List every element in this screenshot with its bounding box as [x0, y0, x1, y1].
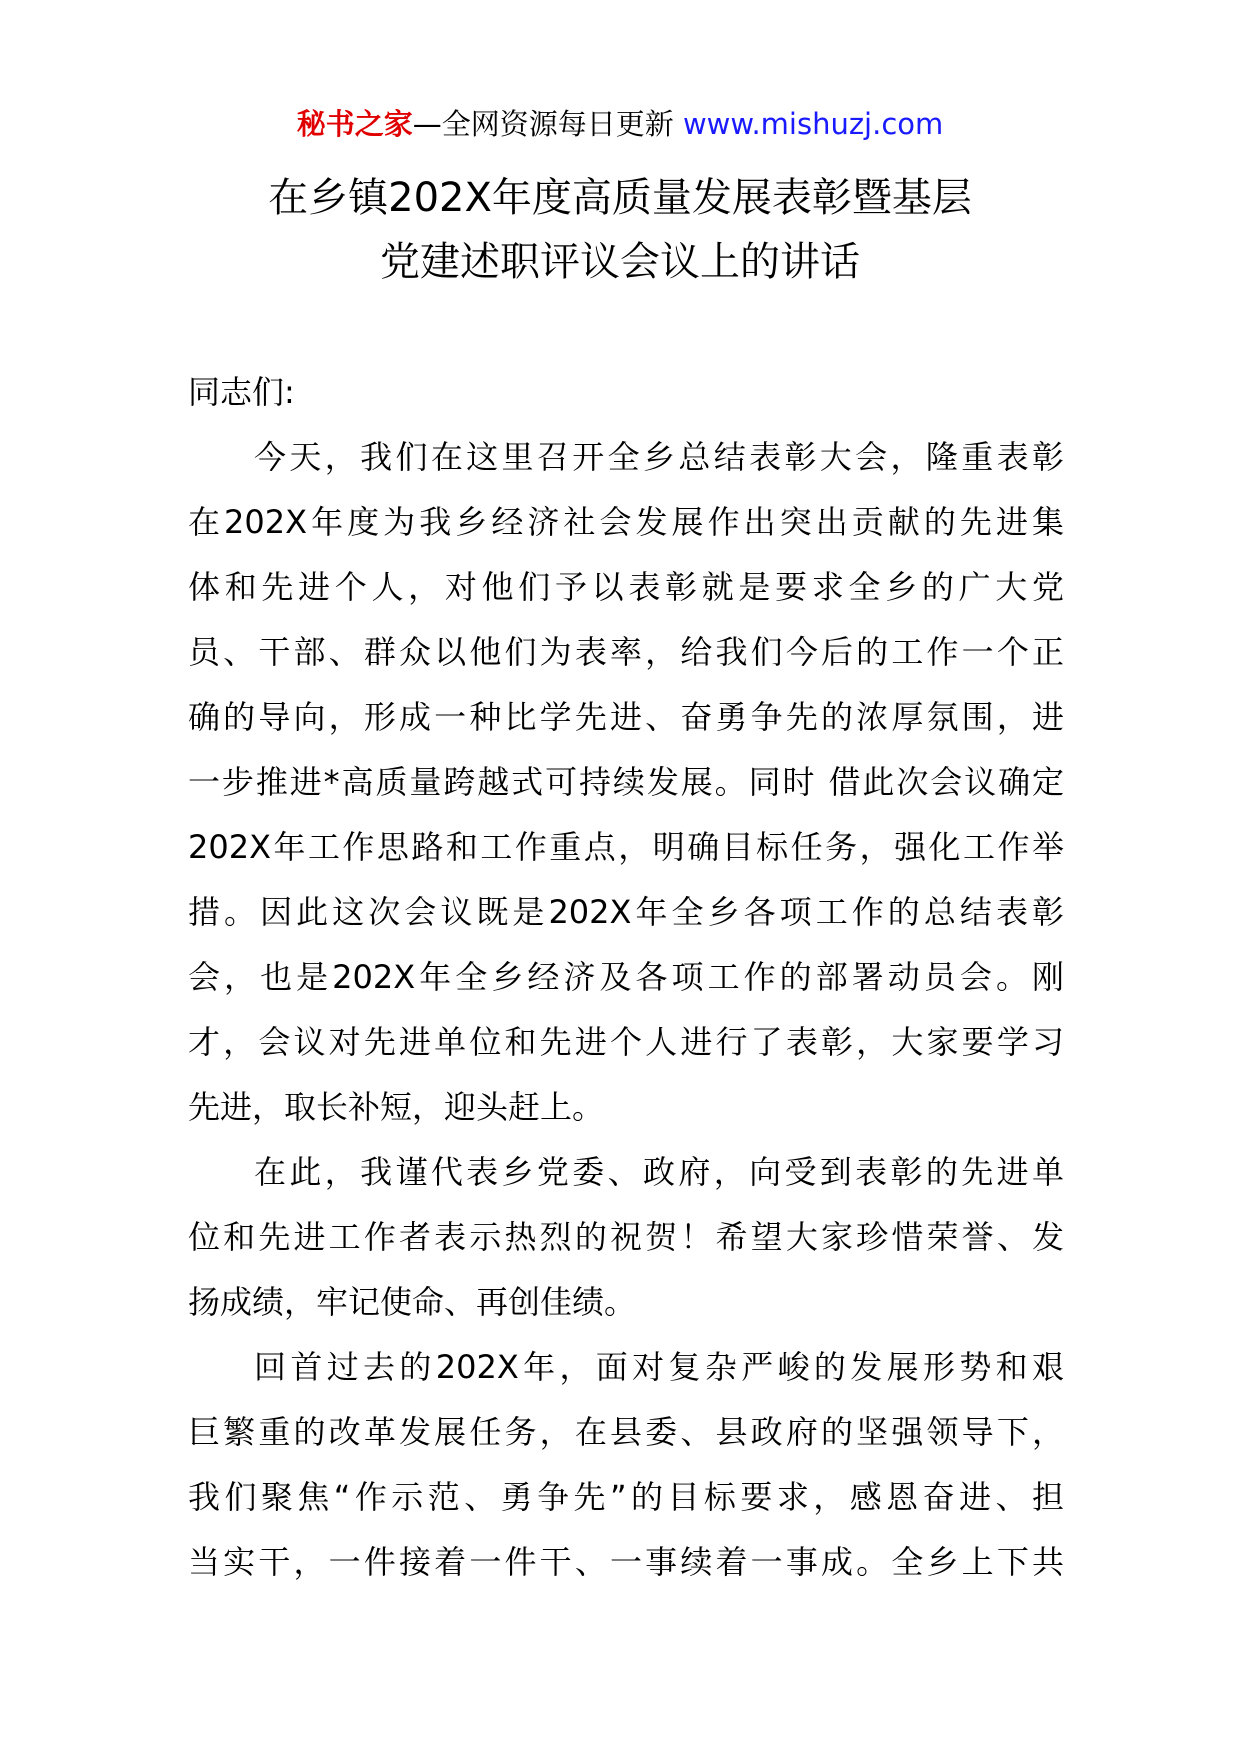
paragraph-line: 我们聚焦“作示范、勇争先”的目标要求，感恩奋进、担: [188, 1478, 1064, 1516]
paragraph-line: 先进，取长补短，迎头赶上。: [188, 1088, 605, 1126]
document-title: [0, 166, 1240, 294]
paragraph-line: 位和先进工作者表示热烈的祝贺！希望大家珍惜荣誉、发: [188, 1218, 1064, 1256]
paragraph-line: 扬成绩，牢记使命、再创佳绩。: [188, 1283, 637, 1321]
paragraph-line: 才，会议对先进单位和先进个人进行了表彰，大家要学习: [188, 1023, 1064, 1061]
paragraph-line: 在此，我谨代表乡党委、政府，向受到表彰的先进单: [254, 1153, 1064, 1191]
title-line-2: 党建述职评议会议上的讲话: [380, 239, 860, 285]
paragraph-line: 体和先进个人，对他们予以表彰就是要求全乡的广大党: [188, 568, 1064, 606]
paragraph-line: 在202X年度为我乡经济社会发展作出突出贡献的先进集: [188, 503, 1064, 541]
paragraph-line: 措。因此这次会议既是202X年全乡各项工作的总结表彰: [188, 893, 1064, 931]
paragraph-line: 当实干，一件接着一件干、一事续着一事成。全乡上下共: [188, 1543, 1064, 1581]
paragraph-line: 今天，我们在这里召开全乡总结表彰大会，隆重表彰: [254, 438, 1064, 476]
paragraph-line: 巨繁重的改革发展任务，在县委、县政府的坚强领导下，: [188, 1413, 1064, 1451]
paragraph-line: 会，也是202X年全乡经济及各项工作的部署动员会。刚: [188, 958, 1064, 996]
brand-name: 秘书之家: [296, 107, 413, 141]
paragraph-line: 回首过去的202X年，面对复杂严峻的发展形势和艰: [254, 1348, 1064, 1386]
paragraph-line: 员、干部、群众以他们为表率，给我们今后的工作一个正: [188, 633, 1064, 671]
header-slogan: —全网资源每日更新: [412, 107, 674, 141]
paragraph-line: 确的导向，形成一种比学先进、奋勇争先的浓厚氛围，进: [188, 698, 1064, 736]
speech-body: [188, 360, 1064, 1595]
site-url-link[interactable]: www.mishuzj.com: [682, 107, 944, 141]
site-header: [0, 104, 1240, 144]
title-line-1: 在乡镇202X年度高质量发展表彰暨基层: [268, 175, 972, 221]
paragraph-line: 一步推进*高质量跨越式可持续发展。同时 借此次会议确定: [188, 763, 1064, 801]
salutation: 同志们:: [188, 373, 295, 411]
paragraph-line: 202X年工作思路和工作重点，明确目标任务，强化工作举: [188, 828, 1064, 866]
